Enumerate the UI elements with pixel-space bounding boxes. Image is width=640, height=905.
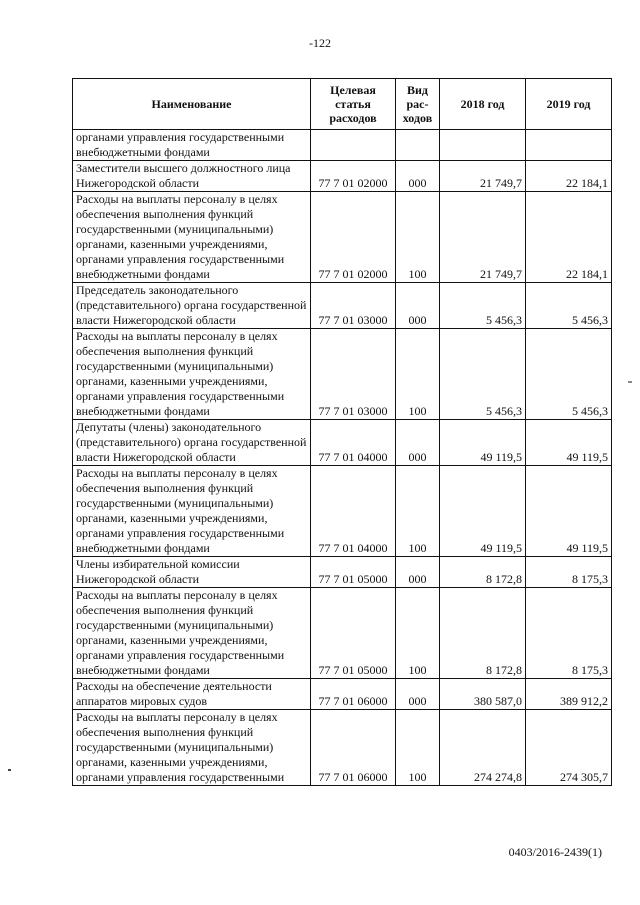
document-code: 0403/2016-2439(1) [508,845,602,859]
row-name-cell: Расходы на выплаты персоналу в целях обеспечения выполнения функций государственными (муниципальными) органами, казенными учреждениями, органами управления государственными внебюджетными фондами [73,192,311,283]
header-name: Наименование [73,79,311,130]
row-2019-amount-cell: 22 184,1 [526,161,612,192]
row-2018-amount-cell: 21 749,7 [440,192,526,283]
row-expense-type-cell: 100 [396,710,440,786]
row-2019-amount-cell: 8 175,3 [526,557,612,588]
row-target-article-cell: 77 7 01 05000 [311,557,396,588]
table-body [73,130,612,786]
row-target-article-cell: 77 7 01 02000 [311,192,396,283]
row-2018-amount-cell: 49 119,5 [440,420,526,466]
header-target-article: Целевая статья расходов [311,79,396,130]
row-target-article-cell [311,130,396,161]
row-expense-type-cell [396,130,440,161]
table-row [73,283,612,329]
row-2018-amount-cell: 5 456,3 [440,283,526,329]
row-2018-amount-cell: 380 587,0 [440,679,526,710]
table-row [73,420,612,466]
row-2019-amount-cell: 8 175,3 [526,588,612,679]
row-expense-type-cell: 000 [396,557,440,588]
table-row [73,466,612,557]
row-2018-amount-cell: 49 119,5 [440,466,526,557]
table-row [73,557,612,588]
row-target-article-cell: 77 7 01 03000 [311,329,396,420]
header-year-2018: 2018 год [440,79,526,130]
budget-table [72,78,612,786]
header-year-2019: 2019 год [526,79,612,130]
row-name-cell: Заместители высшего должностного лица Нижегородской области [73,161,311,192]
row-target-article-cell: 77 7 01 03000 [311,283,396,329]
row-name-cell: Расходы на выплаты персоналу в целях обеспечения выполнения функций государственными (муниципальными) органами, казенными учреждениями, органами управления государственными внебюджетными фондами [73,329,311,420]
row-name-cell: Расходы на обеспечение деятельности аппаратов мировых судов [73,679,311,710]
table-row [73,679,612,710]
row-name-cell: Председатель законодательного (представительного) органа государственной власти Нижегородской области [73,283,311,329]
row-2019-amount-cell: 389 912,2 [526,679,612,710]
row-2018-amount-cell: 8 172,8 [440,588,526,679]
row-expense-type-cell: 100 [396,466,440,557]
row-expense-type-cell: 000 [396,420,440,466]
margin-mark [8,769,11,771]
row-2018-amount-cell [440,130,526,161]
row-expense-type-cell: 100 [396,588,440,679]
row-2018-amount-cell: 274 274,8 [440,710,526,786]
row-target-article-cell: 77 7 01 05000 [311,588,396,679]
row-2019-amount-cell: 5 456,3 [526,283,612,329]
row-target-article-cell: 77 7 01 04000 [311,420,396,466]
table-row [73,161,612,192]
table-row [73,710,612,786]
row-expense-type-cell: 000 [396,283,440,329]
row-target-article-cell: 77 7 01 02000 [311,161,396,192]
row-name-cell: Расходы на выплаты персоналу в целях обеспечения выполнения функций государственными (муниципальными) органами, казенными учреждениями, органами управления государственными внебюджетными фондами [73,588,311,679]
row-expense-type-cell: 100 [396,329,440,420]
row-2019-amount-cell: 49 119,5 [526,466,612,557]
row-name-cell: Члены избирательной комиссии Нижегородской области [73,557,311,588]
row-name-cell: Расходы на выплаты персоналу в целях обеспечения выполнения функций государственными (муниципальными) органами, казенными учреждениями, органами управления государственными [73,710,311,786]
row-2019-amount-cell: 22 184,1 [526,192,612,283]
row-name-cell: Депутаты (члены) законодательного (представительного) органа государственной власти Нижегородской области [73,420,311,466]
table-row [73,192,612,283]
row-expense-type-cell: 100 [396,192,440,283]
row-target-article-cell: 77 7 01 06000 [311,679,396,710]
row-2019-amount-cell [526,130,612,161]
row-2018-amount-cell: 21 749,7 [440,161,526,192]
margin-mark [628,381,632,383]
row-target-article-cell: 77 7 01 04000 [311,466,396,557]
table-header-row [73,79,612,130]
page-number: -122 [309,36,331,50]
table-row [73,329,612,420]
table-row [73,130,612,161]
row-expense-type-cell: 000 [396,679,440,710]
row-2019-amount-cell: 5 456,3 [526,329,612,420]
row-target-article-cell: 77 7 01 06000 [311,710,396,786]
row-2018-amount-cell: 5 456,3 [440,329,526,420]
row-2019-amount-cell: 49 119,5 [526,420,612,466]
header-expense-type: Вид рас-ходов [396,79,440,130]
row-expense-type-cell: 000 [396,161,440,192]
table-row [73,588,612,679]
row-2018-amount-cell: 8 172,8 [440,557,526,588]
row-name-cell: Расходы на выплаты персоналу в целях обеспечения выполнения функций государственными (муниципальными) органами, казенными учреждениями, органами управления государственными внебюджетными фондами [73,466,311,557]
row-2019-amount-cell: 274 305,7 [526,710,612,786]
row-name-cell: органами управления государственными внебюджетными фондами [73,130,311,161]
